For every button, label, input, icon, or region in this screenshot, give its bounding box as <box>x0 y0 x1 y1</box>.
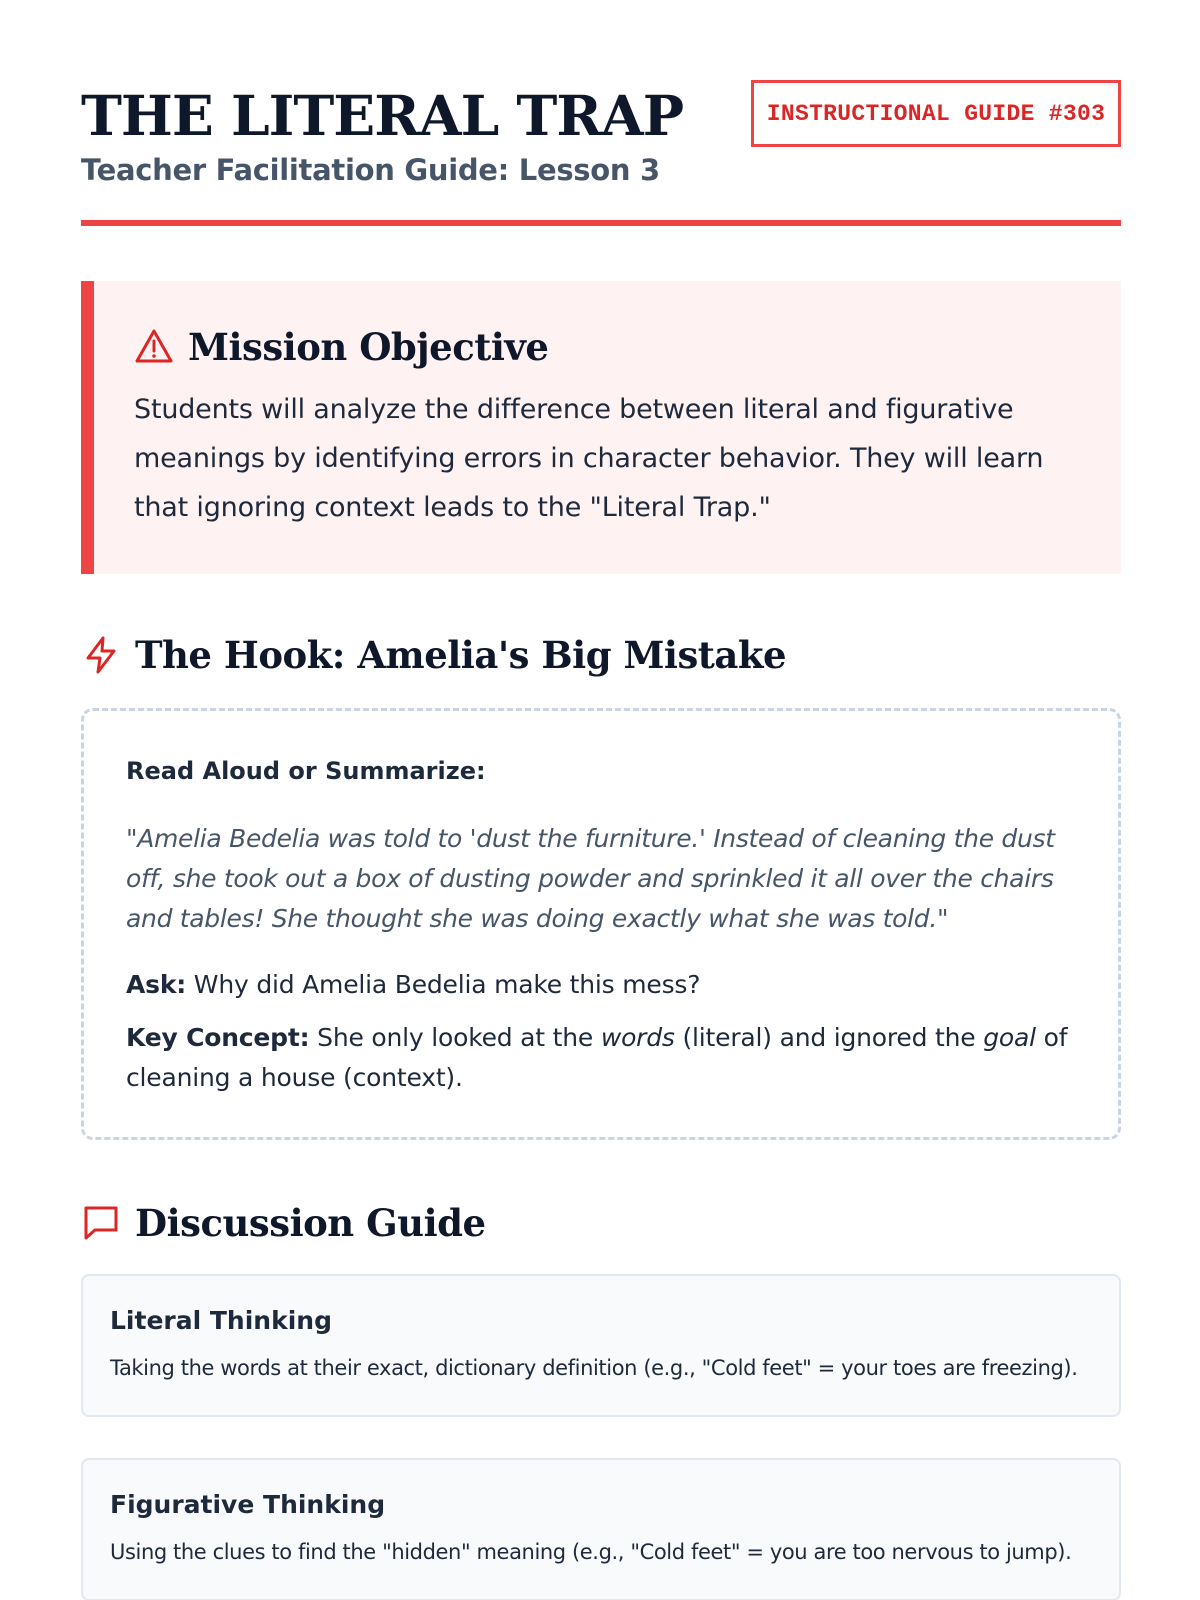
key-concept-emphasis-words: words <box>600 1023 675 1052</box>
hook-section-title: The Hook: Amelia's Big Mistake <box>135 633 787 677</box>
amelia-quote: "Amelia Bedelia was told to 'dust the furniture.' Instead of cleaning the dust off, she took out a box of dusting powder and sprinkled it all over the chairs and tables! She thought she was doing exactly what she was told." <box>126 824 1055 933</box>
ask-text: Why did Amelia Bedelia make this mess? <box>186 970 701 999</box>
header-divider <box>81 220 1121 226</box>
discussion-section-title: Discussion Guide <box>135 1201 486 1245</box>
key-concept <box>126 1018 1086 1098</box>
key-concept-text-3: of cleaning a house (context). <box>126 1023 1068 1092</box>
key-concept-label: Key Concept: <box>126 1023 310 1052</box>
ask-prompt <box>126 965 1086 1005</box>
read-aloud-label: Read Aloud or Summarize: <box>126 757 486 785</box>
speech-bubble-icon <box>81 1203 121 1243</box>
card-text: Using the clues to find the "hidden" meaning (e.g., "Cold feet" = you are too nervous to jump). <box>110 1540 1072 1564</box>
card-text: Taking the words at their exact, dictionary definition (e.g., "Cold feet" = your toes are freezing). <box>110 1356 1078 1380</box>
ask-label: Ask: <box>126 970 187 999</box>
guide-number-badge: INSTRUCTIONAL GUIDE #303 <box>751 80 1121 147</box>
mission-objective-callout <box>81 281 1121 574</box>
mission-objective-title: Mission Objective <box>188 325 549 369</box>
key-concept-emphasis-goal: goal <box>983 1023 1036 1052</box>
warning-triangle-icon <box>134 327 174 367</box>
page-title: THE LITERAL TRAP <box>81 83 684 148</box>
hook-section-heading <box>81 633 786 677</box>
guide-header <box>81 84 1121 230</box>
key-concept-text-2: (literal) and ignored the <box>674 1023 984 1052</box>
mission-objective-text: Students will analyze the difference between literal and figurative meanings by identifying errors in character behavior. They will learn that ignoring context leads to the "Literal Trap." <box>134 394 1044 523</box>
card-title: Figurative Thinking <box>110 1490 386 1519</box>
hook-read-aloud-box <box>81 708 1121 1140</box>
key-concept-text-1: She only looked at the <box>309 1023 601 1052</box>
page-subtitle: Teacher Facilitation Guide: Lesson 3 <box>81 153 660 187</box>
mission-objective-heading <box>134 325 548 369</box>
lightning-icon <box>81 635 121 675</box>
literal-thinking-card <box>81 1274 1121 1417</box>
discussion-section-heading <box>81 1201 486 1245</box>
card-title: Literal Thinking <box>110 1306 332 1335</box>
figurative-thinking-card <box>81 1458 1121 1600</box>
